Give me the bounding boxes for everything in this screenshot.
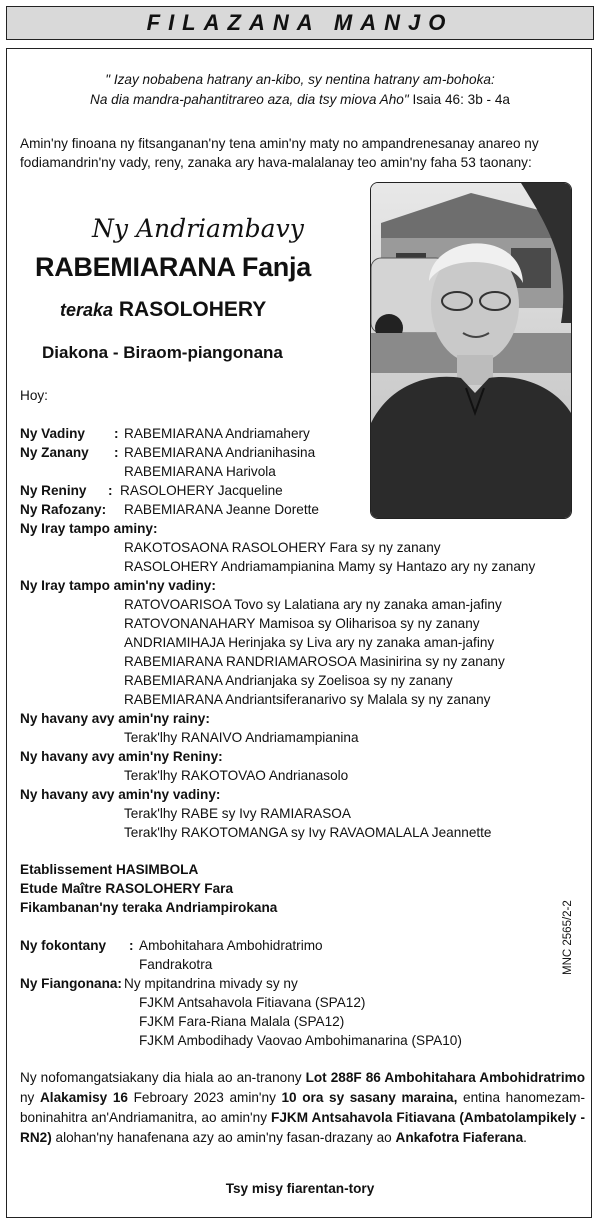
org-line: Etude Maître RASOLOHERY Fara [20,881,234,896]
family-row-rafozany [20,502,106,517]
quote-reference: Isaia 46: 3b - 4a [408,92,510,107]
header-title: FILAZANA MANJO [146,10,454,35]
ceremony-text: ny [20,1090,40,1105]
ceremony-time: 10 ora sy sasany maraina, [281,1090,458,1105]
group-item: Terak'lhy RAKOTOVAO Andrianasolo [124,768,349,783]
fiangonana-label: Ny Fiangonana: [20,976,122,991]
fokontany-value: Ambohitahara Ambohidratrimo [139,938,323,953]
group-title: Ny Iray tampo aminy: [20,521,158,536]
ceremony-day: Alakamisy 16 [39,1090,128,1105]
fiangonana-value: Ny mpitandrina mivady sy ny [124,976,298,991]
portrait-photo [370,182,572,519]
group-title: Ny havany avy amin'ny Reniny: [20,749,223,764]
ceremony-text: Febroary 2023 amin'ny [127,1090,282,1105]
portrait-image [371,183,571,518]
quote-text-2: Na dia mandra-pahantitrareo aza, dia tsy miova Aho" [90,92,409,107]
fokontany-sep: : [129,938,134,953]
intro-paragraph: Amin'ny finoana ny fitsanganan'ny tena amin'ny maty no ampandrenesanay anareo ny fodiamandrin'ny vady, reny, zanaka ary hava-malalanay teo amin'ny faha 53 taonany: [20,136,539,170]
fokontany-label: Ny fokontany [20,938,107,953]
family-value: RABEMIARANA Andriamahery [124,426,310,441]
group-item: Terak'lhy RAKOTOMANGA sy Ivy RAVAOMALALA Jeannette [124,825,492,840]
teraka-label: teraka [60,300,114,320]
ceremony-address: Lot 288F 86 Ambohitahara Ambohidratrimo [305,1070,585,1085]
ceremony-paragraph [20,1068,585,1148]
closing-line: Tsy misy fiarentan-tory [225,1181,375,1196]
group-item: Terak'lhy RANAIVO Andriamampianina [124,730,359,745]
maiden-name: RASOLOHERY [118,298,267,321]
family-value: RASOLOHERY Jacqueline [120,483,283,498]
family-value: RABEMIARANA Harivola [124,464,276,479]
group-item: ANDRIAMIHAJA Herinjaka sy Liva ary ny zanaka aman-jafiny [124,635,495,650]
deceased-role: Diakona - Biraom-piangonana [42,343,283,362]
family-label: Ny Rafozany: [20,502,107,517]
quote-line-1: " Izay nobabena hatrany an-kibo, sy nentina hatrany am-bohoka: [105,72,495,87]
group-item: RASOLOHERY Andriamampianina Mamy sy Hantazo ary ny zanany [124,559,536,574]
family-sep: : [114,426,119,441]
honorific [92,214,304,243]
deceased-name: RABEMIARANA Fanja [35,252,311,282]
maiden-line [60,298,266,322]
honorific-text: Ny Andriambavy [92,214,304,243]
group-item: RABEMIARANA Andrianjaka sy Zoelisoa sy ny zanany [124,673,453,688]
family-row-vadiny [20,426,85,441]
ceremony-text: Ny nofomangatsiakany dia hiala ao an-tranony [20,1070,306,1085]
ceremony-text: . [523,1130,527,1145]
fiangonana-value: FJKM Fara-Riana Malala (SPA12) [139,1014,345,1029]
group-title: Ny Iray tampo amin'ny vadiny: [20,578,216,593]
org-line: Fikambanan'ny teraka Andriampirokana [20,900,278,915]
group-item: RATOVOARISOA Tovo sy Lalatiana ary ny zanaka aman-jafiny [124,597,502,612]
org-line: Etablissement HASIMBOLA [20,862,199,877]
family-label: Ny Zanany [20,445,89,460]
group-item: Terak'lhy RABE sy Ivy RAMIARASOA [124,806,351,821]
group-item: RATOVONANAHARY Mamisoa sy Oliharisoa sy ny zanany [124,616,480,631]
family-value: RABEMIARANA Jeanne Dorette [124,502,319,517]
hoy-label: Hoy: [20,388,48,403]
fiangonana-value: FJKM Ambodihady Vaovao Ambohimanarina (SPA10) [139,1033,462,1048]
ceremony-text: alohan'ny hanafenana azy ao amin'ny fasan-drazany ao [51,1130,396,1145]
family-label: Ny Reniny [20,483,87,498]
fokontany-value: Fandrakotra [139,957,213,972]
ceremony-text: entina hanomezam-boninahitra an'Andriamanitra, ao amin'ny [20,1090,585,1125]
group-item: RABEMIARANA RANDRIAMAROSOA Masinirina sy ny zanany [124,654,505,669]
header-banner [6,6,594,40]
burial-place: Ankafotra Fiaferana [395,1130,524,1145]
ceremony-church: FJKM Antsahavola Fitiavana (Ambatolampikely - RN2) [20,1110,586,1145]
family-value: RABEMIARANA Andrianihasina [124,445,316,460]
group-item: RAKOTOSAONA RASOLOHERY Fara sy ny zanany [124,540,441,555]
fiangonana-value: FJKM Antsahavola Fitiavana (SPA12) [139,995,366,1010]
family-label: Ny Vadiny [20,426,85,441]
quote-line-2 [0,92,600,107]
group-title: Ny havany avy amin'ny vadiny: [20,787,221,802]
family-row-zanany [20,445,89,460]
family-sep: : [114,445,119,460]
group-item: RABEMIARANA Andriantsiferanarivo sy Malala sy ny zanany [124,692,491,707]
family-sep: : [108,483,113,498]
side-reference-code: MNC 2565/2-2 [562,900,574,975]
family-row-reniny [20,483,86,498]
group-title: Ny havany avy amin'ny rainy: [20,711,210,726]
